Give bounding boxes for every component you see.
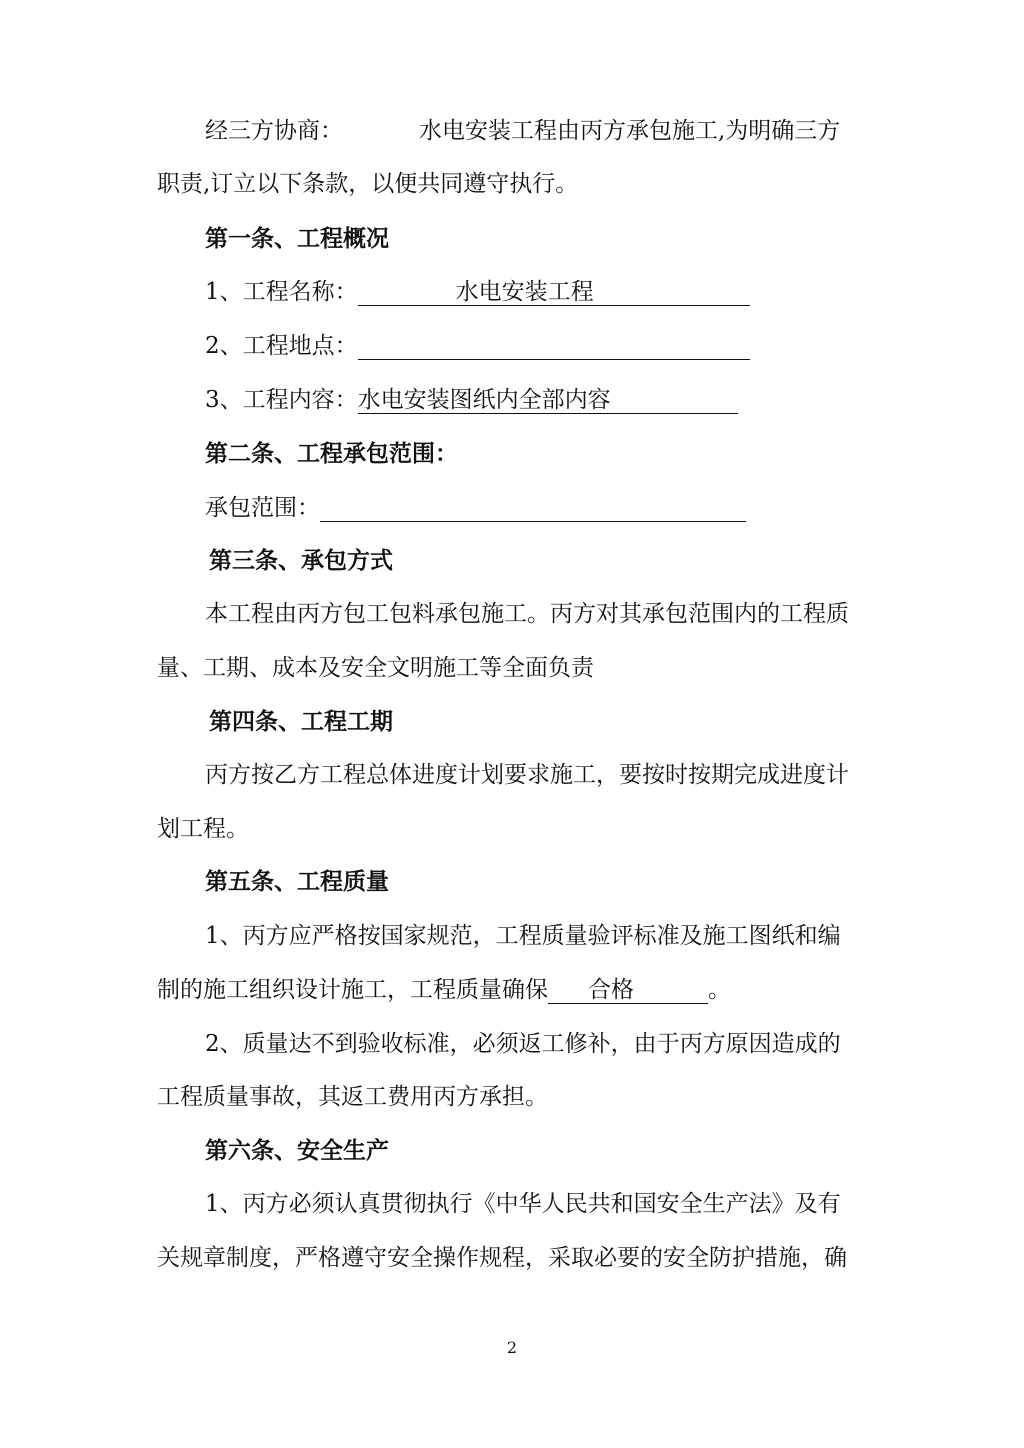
article1-item2 (205, 326, 750, 366)
page-number: 2 (506, 1338, 518, 1357)
intro-prefix: 经三方协商： (205, 118, 343, 144)
article3-line-2: 量、工期、成本及安全文明施工等全面负责 (157, 655, 594, 681)
article4-heading: 第四条、工程工期 (209, 708, 393, 735)
article6-p1-line-1: 1、丙方必须认真贯彻执行《中华人民共和国安全生产法》及有 (205, 1191, 841, 1217)
article4-line-2: 划工程。 (157, 816, 249, 842)
scope-field (320, 492, 746, 522)
scope-label: 承包范围： (205, 495, 320, 521)
article6-heading: 第六条、安全生产 (205, 1137, 389, 1164)
article2-heading: 第二条、工程承包范围： (205, 440, 458, 467)
article5-p1-line-2 (157, 970, 731, 1010)
project-name-label: 1、工程名称： (205, 279, 358, 305)
project-name-field: 水电安装工程 (358, 276, 750, 306)
article2-scope (205, 488, 746, 528)
article3-heading: 第三条、承包方式 (209, 547, 393, 574)
intro-line-2: 职责,订立以下条款，以便共同遵守执行。 (157, 171, 579, 197)
article5-p1-line-1: 1、丙方应严格按国家规范，工程质量验评标准及施工图纸和编 (205, 923, 841, 949)
article5-heading: 第五条、工程质量 (205, 868, 389, 895)
quality-suffix: 。 (708, 977, 731, 1003)
project-content-field: 水电安装图纸内全部内容 (358, 384, 738, 414)
project-location-label: 2、工程地点： (205, 333, 358, 359)
article4-line-1: 丙方按乙方工程总体进度计划要求施工，要按时按期完成进度计 (205, 762, 849, 788)
intro-suffix: 水电安装工程由丙方承包施工,为明确三方 (419, 118, 841, 144)
project-content-label: 3、工程内容： (205, 387, 358, 413)
project-location-field (358, 330, 750, 360)
article3-line-1: 本工程由丙方包工包料承包施工。丙方对其承包范围内的工程质 (205, 601, 849, 627)
quality-level-field: 合格 (548, 974, 708, 1004)
article1-heading: 第一条、工程概况 (205, 225, 389, 252)
article1-item3 (205, 380, 738, 420)
article1-item1 (205, 272, 750, 312)
intro-line-1 (205, 111, 840, 151)
quality-prefix: 制的施工组织设计施工，工程质量确保 (157, 977, 548, 1003)
article5-p2-line-1: 2、质量达不到验收标准，必须返工修补，由于丙方原因造成的 (205, 1031, 841, 1057)
article5-p2-line-2: 工程质量事故，其返工费用丙方承担。 (157, 1084, 548, 1110)
article6-p1-line-2: 关规章制度，严格遵守安全操作规程，采取必要的安全防护措施，确 (157, 1245, 847, 1271)
